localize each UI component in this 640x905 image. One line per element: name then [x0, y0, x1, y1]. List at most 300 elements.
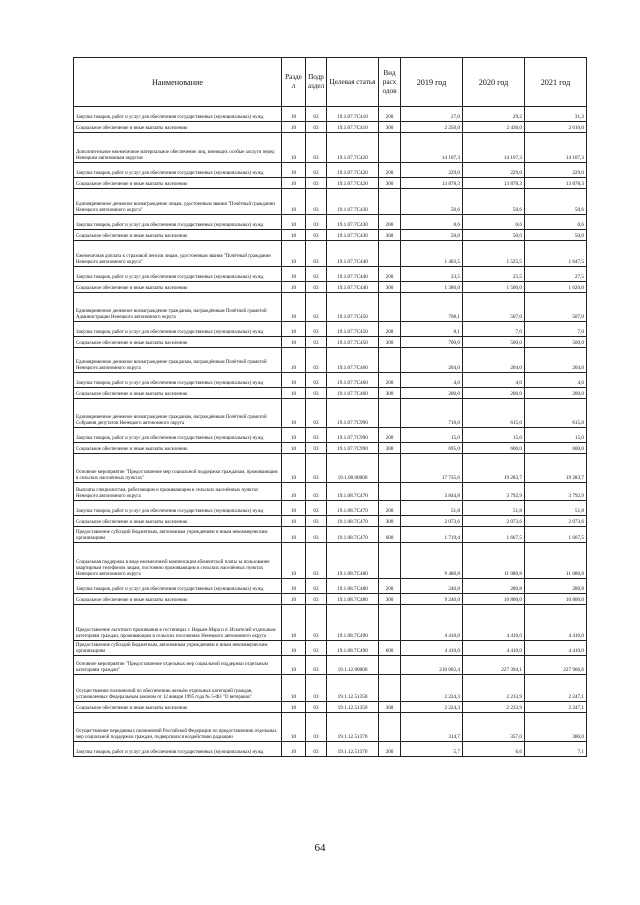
table-row: [74, 579, 587, 594]
row-razdel-cell: 10: [282, 282, 306, 293]
table-row: [74, 388, 587, 399]
row-2021-cell: 50,6: [525, 189, 587, 215]
row-2020-cell: 357,0: [463, 713, 525, 742]
table-row: [74, 454, 587, 483]
row-razdel-cell: 10: [282, 713, 306, 742]
row-2020-cell: 2 233,9: [463, 675, 525, 702]
row-podrazdel-cell: 03: [306, 388, 327, 399]
table-row: [74, 189, 587, 215]
column-header-razdel: Разде л: [282, 58, 306, 107]
row-podrazdel-cell: 03: [306, 675, 327, 702]
row-name-cell: Закупка товаров, работ и услуг для обеспечения государственных (муниципальных) нужд: [74, 107, 282, 122]
row-razdel-cell: 10: [282, 454, 306, 483]
row-podrazdel-cell: 03: [306, 702, 327, 713]
row-razdel-cell: 10: [282, 702, 306, 713]
row-2021-cell: 500,0: [525, 337, 587, 348]
table-row: [74, 241, 587, 267]
row-statya-cell: 19.1.07.7С440: [327, 282, 379, 293]
row-2020-cell: 6,6: [463, 742, 525, 757]
row-razdel-cell: 10: [282, 399, 306, 428]
row-2020-cell: 3 792,9: [463, 483, 525, 501]
row-statya-cell: 19.1.07.7С460: [327, 348, 379, 373]
table-row: [74, 267, 587, 282]
row-name-cell: Единовременное денежное вознаграждение гражданам, награждённым Почётной грамотой Собрания депутатов Ненецкого автономного округа: [74, 399, 282, 428]
row-statya-cell: 19.1.07.7С410: [327, 122, 379, 133]
row-2019-cell: 4 410,0: [401, 605, 463, 641]
row-name-cell: Предоставление субсидий бюджетным, автономным учреждениям и иным некоммерческим организациям: [74, 641, 282, 656]
row-2021-cell: 600,0: [525, 443, 587, 454]
row-podrazdel-cell: 03: [306, 641, 327, 656]
row-2019-cell: 708,1: [401, 293, 463, 322]
row-2019-cell: 240,8: [401, 579, 463, 594]
row-podrazdel-cell: 03: [306, 443, 327, 454]
row-2019-cell: 3 844,8: [401, 483, 463, 501]
row-2021-cell: 0,6: [525, 215, 587, 230]
table-row: [74, 215, 587, 230]
row-razdel-cell: 10: [282, 594, 306, 605]
row-2020-cell: 2 073,6: [463, 516, 525, 527]
row-vid-cell: 300: [379, 230, 401, 241]
row-2021-cell: 2 073,6: [525, 516, 587, 527]
row-razdel-cell: 10: [282, 189, 306, 215]
row-razdel-cell: 10: [282, 605, 306, 641]
row-razdel-cell: 10: [282, 516, 306, 527]
row-podrazdel-cell: 03: [306, 501, 327, 516]
row-vid-cell: 300: [379, 122, 401, 133]
row-podrazdel-cell: 03: [306, 337, 327, 348]
row-vid-cell: [379, 543, 401, 579]
row-statya-cell: 19.1.07.7С420: [327, 163, 379, 178]
table-row: [74, 594, 587, 605]
row-name-cell: Социальное обеспечение и иные выплаты населению: [74, 230, 282, 241]
row-name-cell: Основное мероприятие "Предоставление отдельных мер социальной поддержки отдельным категориям граждан": [74, 656, 282, 675]
row-name-cell: Дополнительное ежемесячное материальное обеспечение лиц, имеющих особые заслуги перед Ненецким автономным округом: [74, 133, 282, 163]
row-2020-cell: 0,6: [463, 215, 525, 230]
row-statya-cell: 19.1.08.7С490: [327, 641, 379, 656]
row-podrazdel-cell: 03: [306, 282, 327, 293]
row-vid-cell: [379, 241, 401, 267]
row-2019-cell: 229,0: [401, 163, 463, 178]
row-name-cell: Закупка товаров, работ и услуг для обеспечения государственных (муниципальных) нужд: [74, 373, 282, 388]
row-podrazdel-cell: 03: [306, 230, 327, 241]
row-name-cell: Закупка товаров, работ и услуг для обеспечения государственных (муниципальных) нужд: [74, 215, 282, 230]
row-2021-cell: 7,0: [525, 322, 587, 337]
row-razdel-cell: 10: [282, 348, 306, 373]
row-vid-cell: 600: [379, 527, 401, 543]
row-razdel-cell: 10: [282, 241, 306, 267]
row-vid-cell: 200: [379, 163, 401, 178]
row-podrazdel-cell: 03: [306, 322, 327, 337]
row-2021-cell: 27,5: [525, 267, 587, 282]
row-razdel-cell: 10: [282, 293, 306, 322]
row-statya-cell: 19.1.07.7С460: [327, 388, 379, 399]
row-2019-cell: 1 719,4: [401, 527, 463, 543]
row-podrazdel-cell: 03: [306, 516, 327, 527]
row-vid-cell: 200: [379, 501, 401, 516]
row-vid-cell: [379, 189, 401, 215]
row-2020-cell: 7,0: [463, 322, 525, 337]
row-statya-cell: 19.1.07.7С990: [327, 428, 379, 443]
table-row: [74, 483, 587, 501]
row-podrazdel-cell: 03: [306, 122, 327, 133]
row-2021-cell: 1 647,5: [525, 241, 587, 267]
table-row: [74, 501, 587, 516]
table-row: [74, 742, 587, 757]
row-podrazdel-cell: 03: [306, 178, 327, 189]
row-2020-cell: 200,0: [463, 388, 525, 399]
row-2021-cell: 2 610,0: [525, 122, 587, 133]
row-statya-cell: 19.1.08.7С470: [327, 483, 379, 501]
row-2019-cell: 2 224,3: [401, 675, 463, 702]
row-2019-cell: 27,0: [401, 107, 463, 122]
row-2019-cell: 700,0: [401, 337, 463, 348]
table-row: [74, 675, 587, 702]
row-2021-cell: 229,0: [525, 163, 587, 178]
row-statya-cell: 19.1.12.51370: [327, 742, 379, 757]
row-statya-cell: 19.1.08.7С480: [327, 543, 379, 579]
row-2019-cell: 2 250,0: [401, 122, 463, 133]
row-razdel-cell: 10: [282, 322, 306, 337]
row-razdel-cell: 10: [282, 215, 306, 230]
row-vid-cell: [379, 348, 401, 373]
row-name-cell: Выплаты специалистам, работающим и проживающим в сельских населённых пунктах Ненецкого автономного округа: [74, 483, 282, 501]
row-vid-cell: [379, 293, 401, 322]
row-vid-cell: [379, 399, 401, 428]
row-name-cell: Социальное обеспечение и иные выплаты населению: [74, 122, 282, 133]
row-name-cell: Социальное обеспечение и иные выплаты населению: [74, 282, 282, 293]
row-2019-cell: 14 107,3: [401, 133, 463, 163]
row-razdel-cell: 10: [282, 163, 306, 178]
row-razdel-cell: 10: [282, 388, 306, 399]
row-vid-cell: 300: [379, 178, 401, 189]
table-row: [74, 293, 587, 322]
row-statya-cell: 19.1.08.7С470: [327, 527, 379, 543]
row-name-cell: Социальное обеспечение и иные выплаты населению: [74, 337, 282, 348]
row-podrazdel-cell: 03: [306, 579, 327, 594]
row-podrazdel-cell: 03: [306, 373, 327, 388]
column-header-2020: 2020 год: [463, 58, 525, 107]
row-razdel-cell: 10: [282, 527, 306, 543]
row-2020-cell: 13 878,3: [463, 178, 525, 189]
row-statya-cell: 19.1.08.7С480: [327, 579, 379, 594]
row-podrazdel-cell: 03: [306, 348, 327, 373]
row-vid-cell: 200: [379, 742, 401, 757]
row-2020-cell: 2 233,9: [463, 702, 525, 713]
row-2019-cell: 50,6: [401, 189, 463, 215]
table-row: [74, 641, 587, 656]
row-razdel-cell: 10: [282, 122, 306, 133]
row-2019-cell: 13 878,3: [401, 178, 463, 189]
row-razdel-cell: 10: [282, 373, 306, 388]
row-2020-cell: 25,5: [463, 267, 525, 282]
table-row: [74, 656, 587, 675]
row-2019-cell: 5,7: [401, 742, 463, 757]
row-2019-cell: 15,0: [401, 428, 463, 443]
row-vid-cell: [379, 133, 401, 163]
row-2020-cell: 280,8: [463, 579, 525, 594]
row-2021-cell: 507,0: [525, 293, 587, 322]
row-vid-cell: [379, 675, 401, 702]
table-header-row: [74, 58, 587, 107]
row-name-cell: Единовременное денежное вознаграждение гражданам, награждённым Почётной грамотой Ненецкого автономного округа: [74, 348, 282, 373]
column-header-2021: 2021 год: [525, 58, 587, 107]
table-row: [74, 713, 587, 742]
row-podrazdel-cell: 03: [306, 656, 327, 675]
table-row: [74, 337, 587, 348]
row-2021-cell: 3 792,9: [525, 483, 587, 501]
row-2020-cell: 227 394,1: [463, 656, 525, 675]
row-podrazdel-cell: 03: [306, 594, 327, 605]
row-2019-cell: 210 002,4: [401, 656, 463, 675]
row-2019-cell: 1 380,0: [401, 282, 463, 293]
row-2021-cell: 386,0: [525, 713, 587, 742]
row-vid-cell: 600: [379, 641, 401, 656]
row-statya-cell: 19.1.07.7С420: [327, 133, 379, 163]
row-2021-cell: 50,0: [525, 230, 587, 241]
table-row: [74, 527, 587, 543]
row-2021-cell: 7,1: [525, 742, 587, 757]
row-name-cell: Социальное обеспечение и иные выплаты населению: [74, 516, 282, 527]
row-podrazdel-cell: 03: [306, 399, 327, 428]
row-2021-cell: 615,0: [525, 399, 587, 428]
row-2019-cell: 2 073,6: [401, 516, 463, 527]
column-header-name: Наименование: [74, 58, 282, 107]
row-podrazdel-cell: 03: [306, 133, 327, 163]
table-row: [74, 163, 587, 178]
column-header-vid: Вид расх одов: [379, 58, 401, 107]
row-2021-cell: 2 247,1: [525, 702, 587, 713]
row-statya-cell: 19.1.07.7С420: [327, 178, 379, 189]
column-header-podrazdel: Подр аздел: [306, 58, 327, 107]
row-vid-cell: [379, 713, 401, 742]
row-2021-cell: 2 247,1: [525, 675, 587, 702]
row-statya-cell: 19.1.08.7С470: [327, 501, 379, 516]
row-statya-cell: 19.1.07.7С440: [327, 241, 379, 267]
row-2020-cell: 204,0: [463, 348, 525, 373]
row-podrazdel-cell: 03: [306, 293, 327, 322]
page-number: 64: [314, 842, 326, 854]
row-2021-cell: 51,8: [525, 501, 587, 516]
row-name-cell: Закупка товаров, работ и услуг для обеспечения государственных (муниципальных) нужд: [74, 428, 282, 443]
budget-table: [73, 57, 587, 757]
row-2019-cell: 8,1: [401, 322, 463, 337]
row-vid-cell: [379, 605, 401, 641]
row-statya-cell: 19.1.07.7С440: [327, 267, 379, 282]
row-2021-cell: 4 410,0: [525, 605, 587, 641]
row-2021-cell: 227 966,6: [525, 656, 587, 675]
row-2020-cell: 50,0: [463, 230, 525, 241]
column-header-2019: 2019 год: [401, 58, 463, 107]
row-vid-cell: [379, 483, 401, 501]
row-podrazdel-cell: 03: [306, 543, 327, 579]
row-2021-cell: 4 410,0: [525, 641, 587, 656]
row-razdel-cell: 10: [282, 133, 306, 163]
table-row: [74, 133, 587, 163]
row-2021-cell: 19 283,7: [525, 454, 587, 483]
row-2019-cell: 314,7: [401, 713, 463, 742]
row-razdel-cell: 10: [282, 267, 306, 282]
row-name-cell: Закупка товаров, работ и услуг для обеспечения государственных (муниципальных) нужд: [74, 322, 282, 337]
row-vid-cell: [379, 656, 401, 675]
row-2019-cell: 695,0: [401, 443, 463, 454]
row-name-cell: Основное мероприятие "Предоставление мер социальной поддержки гражданам, проживающим в сельских населённых пунктах": [74, 454, 282, 483]
row-name-cell: Предоставление льготного проживания в гостиницах г. Нарьян-Мара и п. Искателей отдельным категориям граждан, проживающим в сельских поселениях Ненецкого автономного округа: [74, 605, 282, 641]
row-2019-cell: 9 480,8: [401, 543, 463, 579]
row-razdel-cell: 10: [282, 337, 306, 348]
column-header-statya: Целевая статья: [327, 58, 379, 107]
table-row: [74, 230, 587, 241]
row-podrazdel-cell: 03: [306, 215, 327, 230]
row-2021-cell: 11 080,8: [525, 543, 587, 579]
row-2019-cell: 200,0: [401, 388, 463, 399]
row-statya-cell: 19.1.07.7С430: [327, 215, 379, 230]
row-2019-cell: 23,5: [401, 267, 463, 282]
row-name-cell: Социальное обеспечение и иные выплаты населению: [74, 388, 282, 399]
row-2019-cell: 4 410,0: [401, 641, 463, 656]
row-podrazdel-cell: 03: [306, 454, 327, 483]
row-razdel-cell: 10: [282, 675, 306, 702]
row-statya-cell: 19.1.12.51350: [327, 702, 379, 713]
table-row: [74, 543, 587, 579]
row-razdel-cell: 10: [282, 230, 306, 241]
row-vid-cell: 200: [379, 579, 401, 594]
row-statya-cell: 19.1.12.51350: [327, 675, 379, 702]
budget-table-sheet: [73, 57, 586, 757]
row-2020-cell: 10 800,0: [463, 594, 525, 605]
row-2020-cell: 229,0: [463, 163, 525, 178]
table-row: [74, 702, 587, 713]
row-name-cell: Социальная поддержка в виде ежемесячной компенсации абонентской платы за пользование квартирным телефоном лицам, постоянно проживающим в сельских населённых пунктах Ненецкого автономного округа: [74, 543, 282, 579]
row-name-cell: Единовременное денежное вознаграждение гражданам, награждённым Почётной грамотой Администрации Ненецкого автономного округа: [74, 293, 282, 322]
table-row: [74, 516, 587, 527]
row-name-cell: Закупка товаров, работ и услуг для обеспечения государственных (муниципальных) нужд: [74, 163, 282, 178]
table-row: [74, 107, 587, 122]
row-2019-cell: 0,6: [401, 215, 463, 230]
row-2020-cell: 19 283,7: [463, 454, 525, 483]
row-2021-cell: 1 620,0: [525, 282, 587, 293]
row-podrazdel-cell: 03: [306, 742, 327, 757]
row-2020-cell: 615,0: [463, 399, 525, 428]
row-2020-cell: 4,0: [463, 373, 525, 388]
row-razdel-cell: 10: [282, 501, 306, 516]
row-vid-cell: 200: [379, 107, 401, 122]
row-2020-cell: 1 667,5: [463, 527, 525, 543]
row-2020-cell: 1 525,5: [463, 241, 525, 267]
row-razdel-cell: 10: [282, 443, 306, 454]
row-name-cell: Предоставление субсидий бюджетным, автономным учреждениям и иным некоммерческим организациям: [74, 527, 282, 543]
row-razdel-cell: 10: [282, 641, 306, 656]
table-row: [74, 178, 587, 189]
table-row: [74, 428, 587, 443]
row-2021-cell: 204,0: [525, 348, 587, 373]
row-2020-cell: 50,6: [463, 189, 525, 215]
row-vid-cell: 300: [379, 388, 401, 399]
row-statya-cell: 19.1.07.7С450: [327, 322, 379, 337]
row-2019-cell: 51,8: [401, 501, 463, 516]
row-2021-cell: 10 800,0: [525, 594, 587, 605]
row-razdel-cell: 10: [282, 428, 306, 443]
row-vid-cell: 200: [379, 322, 401, 337]
row-razdel-cell: 10: [282, 742, 306, 757]
row-statya-cell: 19.1.07.7С450: [327, 293, 379, 322]
row-statya-cell: 19.1.08.7С490: [327, 605, 379, 641]
row-statya-cell: 19.1.08.7С480: [327, 594, 379, 605]
row-podrazdel-cell: 03: [306, 267, 327, 282]
row-name-cell: Социальное обеспечение и иные выплаты населению: [74, 702, 282, 713]
row-vid-cell: 200: [379, 215, 401, 230]
row-vid-cell: 300: [379, 594, 401, 605]
table-row: [74, 282, 587, 293]
row-vid-cell: 200: [379, 428, 401, 443]
table-row: [74, 605, 587, 641]
row-2021-cell: 15,0: [525, 428, 587, 443]
row-2021-cell: 200,0: [525, 388, 587, 399]
row-2019-cell: 710,0: [401, 399, 463, 428]
table-row: [74, 348, 587, 373]
row-name-cell: Осуществление переданных полномочий Российской Федерации по предоставлению отдельных мер социальной поддержки граждан, подвергшихся воздействию радиации: [74, 713, 282, 742]
row-2020-cell: 51,8: [463, 501, 525, 516]
row-vid-cell: 300: [379, 702, 401, 713]
row-razdel-cell: 10: [282, 483, 306, 501]
row-vid-cell: 200: [379, 267, 401, 282]
row-name-cell: Ежемесячная доплата к страховой пенсии лицам, удостоенным звания "Почётный гражданин Ненецкого автономного округа": [74, 241, 282, 267]
row-statya-cell: 19.1.07.7С410: [327, 107, 379, 122]
row-vid-cell: 300: [379, 516, 401, 527]
row-podrazdel-cell: 03: [306, 483, 327, 501]
table-row: [74, 373, 587, 388]
row-2021-cell: 4,0: [525, 373, 587, 388]
row-2021-cell: 280,8: [525, 579, 587, 594]
row-2019-cell: 2 224,3: [401, 702, 463, 713]
row-2019-cell: 4,0: [401, 373, 463, 388]
row-statya-cell: 19.1.07.7С990: [327, 443, 379, 454]
table-row: [74, 443, 587, 454]
row-name-cell: Закупка товаров, работ и услуг для обеспечения государственных (муниципальных) нужд: [74, 267, 282, 282]
row-2020-cell: 500,0: [463, 337, 525, 348]
row-statya-cell: 19.1.07.7С430: [327, 230, 379, 241]
row-statya-cell: 19.1.07.7С460: [327, 373, 379, 388]
row-podrazdel-cell: 03: [306, 189, 327, 215]
row-name-cell: Единовременное денежное вознаграждение лицам, удостоенным звания "Почётный гражданин Ненецкого автономного округа": [74, 189, 282, 215]
row-2020-cell: 600,0: [463, 443, 525, 454]
row-name-cell: Закупка товаров, работ и услуг для обеспечения государственных (муниципальных) нужд: [74, 501, 282, 516]
row-podrazdel-cell: 03: [306, 163, 327, 178]
row-name-cell: Осуществление полномочий по обеспечению жильём отдельных категорий граждан, установленных Федеральным законом от 12 января 1995 года № 5-ФЗ "О ветеранах": [74, 675, 282, 702]
row-razdel-cell: 10: [282, 543, 306, 579]
row-statya-cell: 19.1.07.7С990: [327, 399, 379, 428]
row-podrazdel-cell: 03: [306, 605, 327, 641]
row-2021-cell: 13 878,3: [525, 178, 587, 189]
row-2020-cell: 15,0: [463, 428, 525, 443]
row-podrazdel-cell: 03: [306, 428, 327, 443]
row-vid-cell: 300: [379, 282, 401, 293]
row-vid-cell: 200: [379, 373, 401, 388]
row-statya-cell: 19.1.08.7С470: [327, 516, 379, 527]
table-row: [74, 122, 587, 133]
table-body: [74, 107, 587, 757]
row-vid-cell: 300: [379, 337, 401, 348]
row-2021-cell: 31,3: [525, 107, 587, 122]
row-2020-cell: 1 500,0: [463, 282, 525, 293]
row-2019-cell: 50,0: [401, 230, 463, 241]
row-razdel-cell: 10: [282, 178, 306, 189]
row-2020-cell: 2 430,0: [463, 122, 525, 133]
row-statya-cell: 19.1.07.7С450: [327, 337, 379, 348]
row-2021-cell: 1 667,5: [525, 527, 587, 543]
row-podrazdel-cell: 03: [306, 527, 327, 543]
row-name-cell: Закупка товаров, работ и услуг для обеспечения государственных (муниципальных) нужд: [74, 742, 282, 757]
row-name-cell: Социальное обеспечение и иные выплаты населению: [74, 443, 282, 454]
